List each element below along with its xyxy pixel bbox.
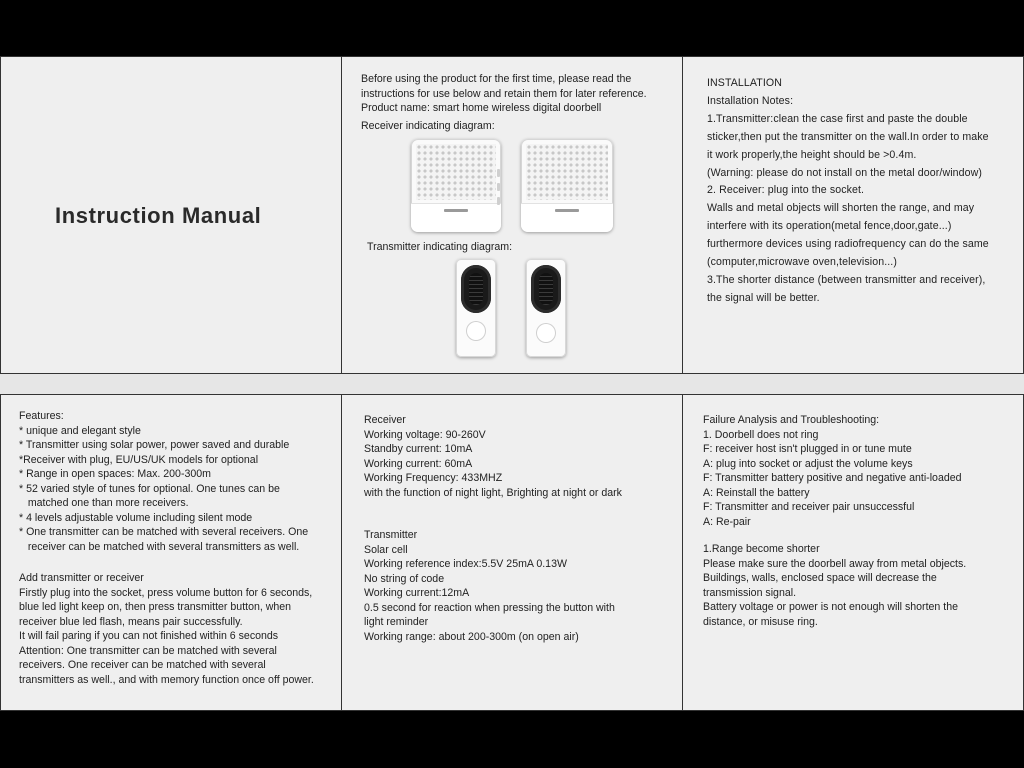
spec-line: Working Frequency: 433MHZ	[364, 472, 503, 484]
installation-line: sticker,then put the transmitter on the wall.In order to make	[707, 130, 989, 143]
range-heading: 1.Range become shorter	[703, 543, 820, 555]
spec-line: Solar cell	[364, 543, 408, 556]
range-line: transmission signal.	[703, 586, 797, 599]
add-device-line: blue led light keep on, then press transmitter button, when	[19, 601, 292, 613]
add-device-heading: Add transmitter or receiver	[19, 572, 144, 584]
spec-line: light reminder	[364, 616, 429, 628]
receiver-angled-image	[521, 139, 613, 232]
installation-text	[707, 75, 989, 308]
installation-line: (Warning: please do not install on the metal door/window)	[707, 166, 983, 179]
add-device-line: Attention: One transmitter can be matched with several	[19, 644, 277, 657]
installation-line: interfere with its operation(metal fence,door,gate...)	[707, 220, 952, 233]
installation-line: the signal will be better.	[707, 291, 820, 304]
features-heading: Features:	[19, 410, 64, 422]
range-line: Please make sure the doorbell away from metal objects.	[703, 557, 967, 570]
row-divider	[0, 373, 1024, 394]
intro-line: Before using the product for the first time, please read the	[361, 73, 632, 85]
installation-line: it work properly,the height should be >0.4m.	[707, 148, 917, 161]
installation-line: 2. Receiver: plug into the socket.	[707, 184, 865, 197]
troubleshooting-panel	[682, 394, 1024, 711]
features-list	[19, 409, 308, 554]
receiver-caption: Receiver indicating diagram:	[361, 120, 495, 132]
specs-panel	[341, 394, 683, 711]
installation-panel	[682, 56, 1024, 374]
receiver-front-image	[411, 139, 501, 232]
intro-line: Product name: smart home wireless digital doorbell	[361, 102, 602, 114]
installation-line: 1.Transmitter:clean the case first and paste the double	[707, 112, 968, 125]
transmitter-angled-image	[526, 259, 566, 357]
troubleshooting-line: F: Transmitter and receiver pair unsuccessful	[703, 501, 915, 513]
range-text	[703, 542, 966, 629]
add-device-line: transmitters as well., and with memory function once off power.	[19, 673, 314, 686]
installation-line: Installation Notes:	[707, 94, 794, 107]
manual-title: Instruction Manual	[55, 203, 262, 228]
installation-line: (computer,microwave oven,television...)	[707, 256, 897, 269]
transmitter-specs-heading: Transmitter	[364, 529, 418, 541]
add-device-line: Firstly plug into the socket, press volume button for 6 seconds,	[19, 586, 313, 599]
feature-item: * One transmitter can be matched with several receivers. One	[19, 526, 309, 538]
feature-item: * unique and elegant style	[19, 424, 141, 437]
troubleshooting-line: F: receiver host isn't plugged in or tune mute	[703, 443, 912, 455]
range-line: Battery voltage or power is not enough will shorten the	[703, 601, 958, 613]
transmitter-specs	[364, 528, 615, 644]
installation-line: 3.The shorter distance (between transmitter and receiver),	[707, 273, 986, 286]
add-device-line: receiver blue led flash, means pair successfully.	[19, 615, 243, 628]
intro-panel	[341, 56, 683, 374]
spec-line: Working reference index:5.5V 25mA 0.13W	[364, 558, 567, 570]
feature-item: * 4 levels adjustable volume including silent mode	[19, 511, 253, 524]
receiver-specs-heading: Receiver	[364, 414, 406, 426]
spec-line: Working current: 60mA	[364, 457, 473, 470]
troubleshooting-heading: Failure Analysis and Troubleshooting:	[703, 414, 880, 426]
spec-line: Standby current: 10mA	[364, 443, 473, 455]
feature-item: receiver can be matched with several transmitters as well.	[19, 540, 300, 553]
feature-item: *Receiver with plug, EU/US/UK models for optional	[19, 453, 259, 466]
intro-text	[361, 72, 647, 116]
troubleshooting-line: A: Re-pair	[703, 515, 751, 528]
spec-line: Working voltage: 90-260V	[364, 428, 486, 441]
spec-line: 0.5 second for reaction when pressing the button with	[364, 601, 615, 614]
installation-heading: INSTALLATION	[707, 77, 782, 89]
installation-line: furthermore devices using radiofrequency can do the same	[707, 238, 989, 251]
title-panel	[0, 56, 342, 374]
troubleshooting-line: A: Reinstall the battery	[703, 486, 810, 499]
range-line: distance, or misuse ring.	[703, 615, 818, 628]
troubleshooting-line: 1. Doorbell does not ring	[703, 428, 819, 441]
transmitter-front-image	[456, 259, 496, 357]
spec-line: Working range: about 200-300m (on open air)	[364, 630, 579, 643]
spec-line: with the function of night light, Brighting at night or dark	[364, 486, 622, 499]
add-device-line: receivers. One receiver can be matched with several	[19, 659, 266, 671]
intro-line: instructions for use below and retain them for later reference.	[361, 87, 647, 100]
spec-line: Working current:12mA	[364, 587, 470, 599]
troubleshooting-line: F: Transmitter battery positive and negative anti-loaded	[703, 472, 962, 484]
features-panel	[0, 394, 342, 711]
spec-line: No string of code	[364, 572, 445, 585]
add-device-line: It will fail paring if you can not finished within 6 seconds	[19, 630, 279, 642]
installation-line: Walls and metal objects will shorten the range, and may	[707, 202, 975, 215]
troubleshooting-text	[703, 413, 962, 529]
feature-item: * 52 varied style of tunes for optional. One tunes can be	[19, 482, 280, 495]
transmitter-caption: Transmitter indicating diagram:	[367, 241, 513, 253]
range-line: Buildings, walls, enclosed space will decrease the	[703, 572, 937, 584]
feature-item: * Transmitter using solar power, power saved and durable	[19, 439, 290, 451]
add-device-text	[19, 571, 314, 687]
receiver-specs	[364, 413, 622, 500]
troubleshooting-line: A: plug into socket or adjust the volume keys	[703, 457, 913, 470]
feature-item: * Range in open spaces: Max. 200-300m	[19, 468, 211, 480]
feature-item: matched one than more receivers.	[19, 497, 189, 509]
